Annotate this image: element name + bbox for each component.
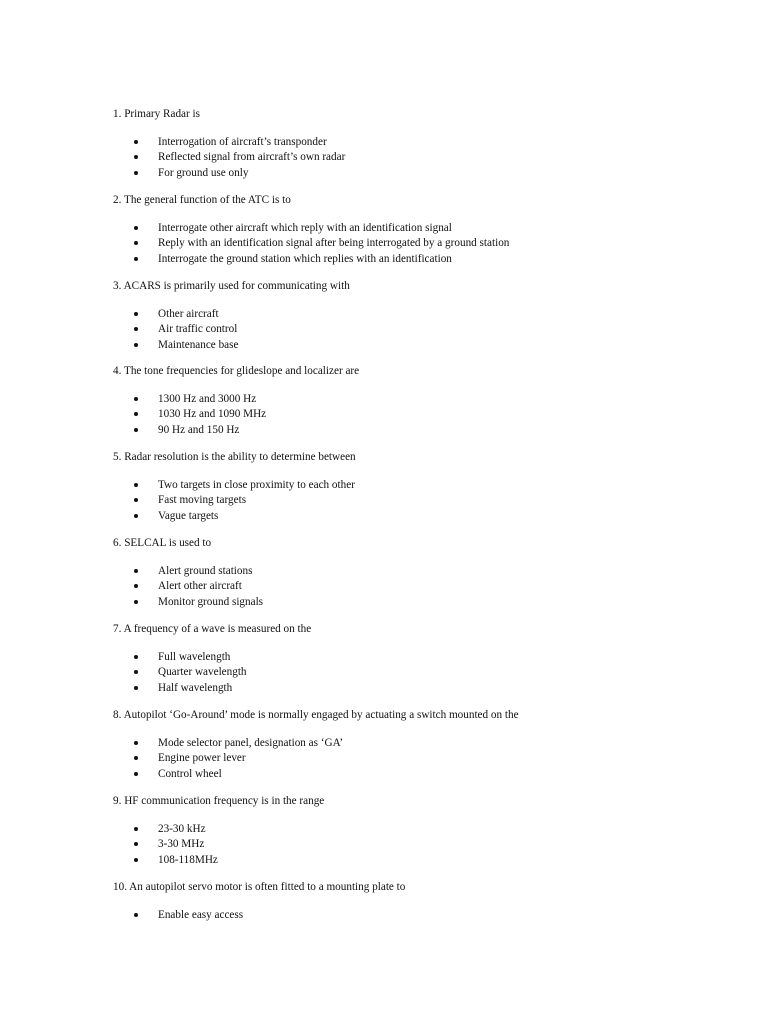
answer-option: Engine power lever xyxy=(158,752,246,765)
bullet-icon xyxy=(134,600,138,604)
answer-option: Two targets in close proximity to each other xyxy=(158,479,355,491)
bullet-icon xyxy=(134,327,138,331)
answer-option: 90 Hz and 150 Hz xyxy=(158,423,240,436)
question-text: 10. An autopilot servo motor is often fitted to a mounting plate to xyxy=(113,881,406,893)
bullet-icon xyxy=(134,498,138,502)
answer-option: Enable easy access xyxy=(158,909,244,921)
bullet-icon xyxy=(134,226,138,230)
question-text: 9. HF communication frequency is in the range xyxy=(113,795,325,807)
answer-option: Reply with an identification signal after being interrogated by a ground station xyxy=(158,237,510,250)
question-text: 6. SELCAL is used to xyxy=(113,537,212,549)
answer-option: Other aircraft xyxy=(158,308,219,320)
bullet-icon xyxy=(134,655,138,659)
bullet-icon xyxy=(134,140,138,144)
answer-option: 1030 Hz and 1090 MHz xyxy=(158,408,267,421)
answer-option: Control wheel xyxy=(158,767,222,780)
bullet-icon xyxy=(134,483,138,487)
question-text: 2. The general function of the ATC is to xyxy=(113,194,291,206)
answer-option: Full wavelength xyxy=(158,651,231,663)
answer-option: Interrogate other aircraft which reply with an identification signal xyxy=(158,222,452,234)
bullet-icon xyxy=(134,842,138,846)
answer-option: Interrogate the ground station which replies with an identification xyxy=(158,252,452,265)
answer-option: Quarter wavelength xyxy=(158,666,247,679)
answer-option: Air traffic control xyxy=(158,323,238,336)
bullet-icon xyxy=(134,312,138,316)
bullet-icon xyxy=(134,397,138,401)
bullet-icon xyxy=(134,257,138,261)
answer-option: Monitor ground signals xyxy=(158,595,264,608)
question-text: 3. ACARS is primarily used for communicating with xyxy=(113,280,350,292)
answer-option: Interrogation of aircraft’s transponder xyxy=(158,136,327,148)
bullet-icon xyxy=(134,514,138,518)
bullet-icon xyxy=(134,171,138,175)
bullet-icon xyxy=(134,412,138,416)
bullet-icon xyxy=(134,241,138,245)
answer-option: Vague targets xyxy=(158,509,219,522)
bullet-icon xyxy=(134,913,138,917)
answer-option: Fast moving targets xyxy=(158,494,247,507)
answer-option: 1300 Hz and 3000 Hz xyxy=(158,393,257,405)
answer-option: Mode selector panel, designation as ‘GA’ xyxy=(158,737,344,749)
answer-option: 23-30 kHz xyxy=(158,823,206,835)
bullet-icon xyxy=(134,686,138,690)
question-text: 5. Radar resolution is the ability to determine between xyxy=(113,451,356,463)
bullet-icon xyxy=(134,569,138,573)
answer-option: 108-118MHz xyxy=(158,853,218,866)
answer-option: Half wavelength xyxy=(158,681,233,694)
answer-option: 3-30 MHz xyxy=(158,838,205,851)
bullet-icon xyxy=(134,155,138,159)
bullet-icon xyxy=(134,670,138,674)
bullet-icon xyxy=(134,772,138,776)
answer-option: For ground use only xyxy=(158,166,249,179)
question-text: 7. A frequency of a wave is measured on the xyxy=(113,623,312,635)
bullet-icon xyxy=(134,741,138,745)
answer-option: Alert other aircraft xyxy=(158,580,242,593)
bullet-icon xyxy=(134,756,138,760)
bullet-icon xyxy=(134,428,138,432)
bullet-icon xyxy=(134,827,138,831)
question-text: 8. Autopilot ‘Go-Around’ mode is normally engaged by actuating a switch mounted on the xyxy=(113,709,519,721)
bullet-icon xyxy=(134,858,138,862)
question-text: 4. The tone frequencies for glideslope and localizer are xyxy=(113,365,360,377)
question-text: 1. Primary Radar is xyxy=(113,108,200,120)
answer-option: Alert ground stations xyxy=(158,565,253,577)
answer-option: Maintenance base xyxy=(158,338,239,351)
answer-option: Reflected signal from aircraft’s own radar xyxy=(158,151,346,164)
bullet-icon xyxy=(134,343,138,347)
bullet-icon xyxy=(134,584,138,588)
